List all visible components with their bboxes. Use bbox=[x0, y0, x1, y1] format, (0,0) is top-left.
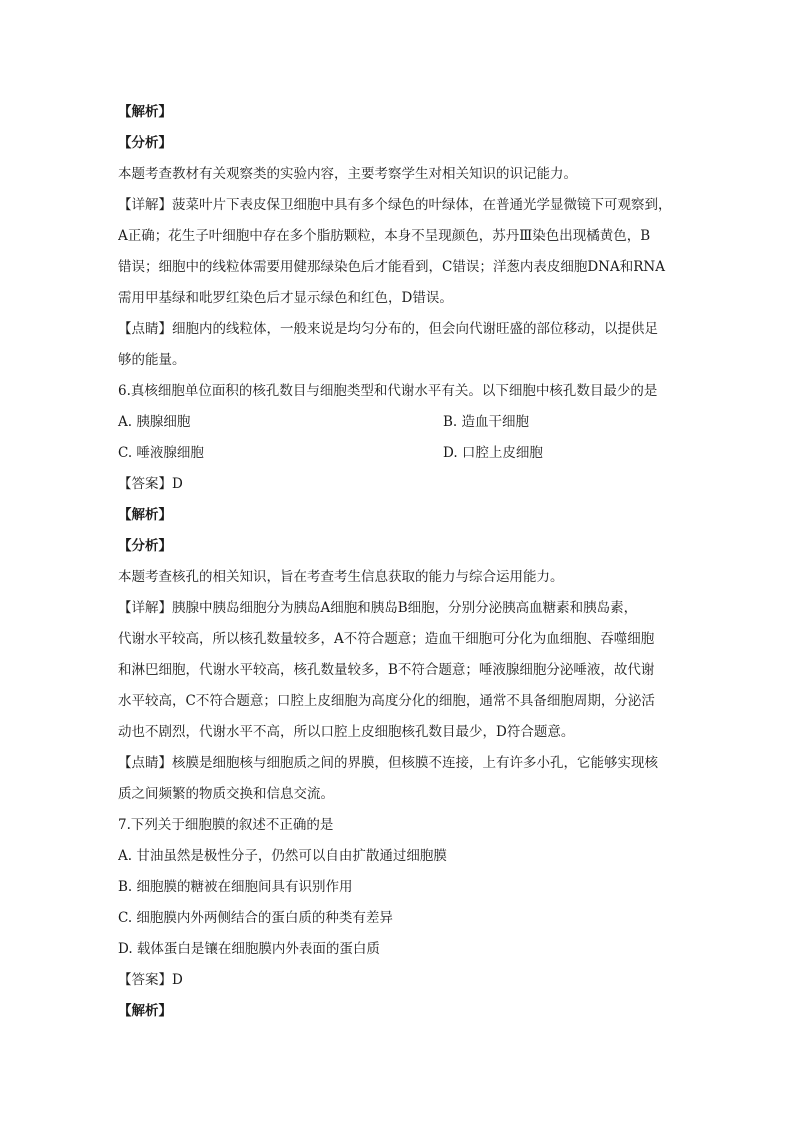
paragraph-line: A正确；花生子叶细胞中存在多个脂肪颗粒，本身不呈现颜色，苏丹Ⅲ染色出现橘黄色，B bbox=[118, 228, 651, 244]
paragraph-line: 【点睛】细胞内的线粒体，一般来说是均匀分布的，但会向代谢旺盛的部位移动，以提供足 bbox=[118, 321, 658, 337]
answer-6: 【答案】D bbox=[118, 476, 183, 492]
section-jiexi-1: 【解析】 bbox=[118, 104, 172, 120]
paragraph-line: 够的能量。 bbox=[118, 352, 186, 368]
paragraph-line: 水平较高，C不符合题意；口腔上皮细胞为高度分化的细胞，通常不具备细胞周期，分泌活 bbox=[118, 693, 655, 709]
question-6-stem: 6.真核细胞单位面积的核孔数目与细胞类型和代谢水平有关。以下细胞中核孔数目最少的是 bbox=[118, 383, 658, 399]
question-7-stem: 7.下列关于细胞膜的叙述不正确的是 bbox=[118, 817, 334, 833]
paragraph-line: 和淋巴细胞，代谢水平较高，核孔数量较多，B不符合题意；唾液腺细胞分泌唾液，故代谢 bbox=[118, 662, 655, 678]
answer-7: 【答案】D bbox=[118, 972, 183, 988]
section-jiexi-2: 【解析】 bbox=[118, 507, 172, 523]
q6-option-d: D. 口腔上皮细胞 bbox=[443, 445, 543, 461]
paragraph-line: 代谢水平较高，所以核孔数量较多，A不符合题意；造血干细胞可分化为血细胞、吞噬细胞 bbox=[118, 631, 655, 647]
paragraph-line: 【详解】菠菜叶片下表皮保卫细胞中具有多个绿色的叶绿体，在普通光学显微镜下可观察到， bbox=[118, 197, 672, 213]
paragraph-line: 质之间频繁的物质交换和信息交流。 bbox=[118, 786, 334, 802]
section-fenxi-2: 【分析】 bbox=[118, 538, 172, 554]
q7-option-b: B. 细胞膜的糖被在细胞间具有识别作用 bbox=[118, 879, 353, 895]
q7-option-d: D. 载体蛋白是镶在细胞膜内外表面的蛋白质 bbox=[118, 941, 380, 957]
paragraph-line: 需用甲基绿和吡罗红染色后才显示绿色和红色，D错误。 bbox=[118, 290, 453, 306]
paragraph-line: 【点睛】核膜是细胞核与细胞质之间的界膜，但核膜不连接，上有许多小孔，它能够实现核 bbox=[118, 755, 658, 771]
q6-option-c: C. 唾液腺细胞 bbox=[118, 445, 204, 461]
paragraph-line: 错误；细胞中的线粒体需要用健那绿染色后才能看到，C错误；洋葱内表皮细胞DNA和RNA bbox=[118, 259, 665, 275]
paragraph-line: 【详解】胰腺中胰岛细胞分为胰岛A细胞和胰岛B细胞，分别分泌胰高血糖素和胰岛素， bbox=[118, 600, 638, 616]
paragraph-line: 动也不剧烈，代谢水平不高，所以口腔上皮细胞核孔数目最少，D符合题意。 bbox=[118, 724, 575, 740]
section-jiexi-3: 【解析】 bbox=[118, 1003, 172, 1019]
q6-option-a: A. 胰腺细胞 bbox=[118, 414, 191, 430]
q7-option-a: A. 甘油虽然是极性分子，仍然可以自由扩散通过细胞膜 bbox=[118, 848, 447, 864]
paragraph-line: 本题考查教材有关观察类的实验内容，主要考察学生对相关知识的识记能力。 bbox=[118, 166, 577, 182]
section-fenxi-1: 【分析】 bbox=[118, 135, 172, 151]
q6-option-b: B. 造血干细胞 bbox=[443, 414, 530, 430]
paragraph-line: 本题考查核孔的相关知识，旨在考查考生信息获取的能力与综合运用能力。 bbox=[118, 569, 564, 585]
q7-option-c: C. 细胞膜内外两侧结合的蛋白质的种类有差异 bbox=[118, 910, 393, 926]
